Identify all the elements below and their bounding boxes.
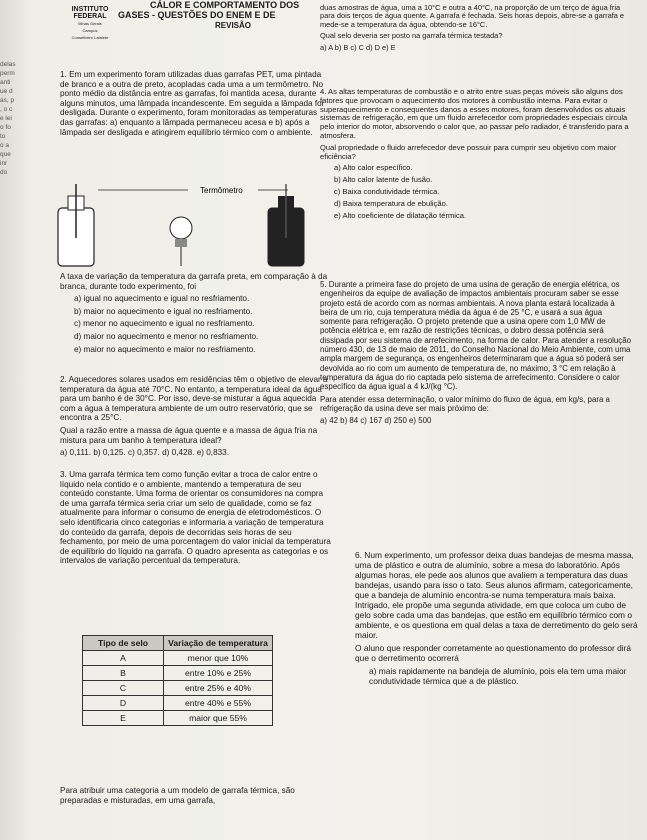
q3-right-options[interactable]: a) A b) B c) C d) D e) E (320, 42, 396, 52)
q1-option-a[interactable]: a) igual no aquecimento e igual no resfriamento. (74, 294, 250, 304)
table-row: C entre 25% e 40% (83, 681, 273, 696)
question-1 (60, 70, 330, 140)
q6-question: O aluno que responder corretamente ao questionamento do professor dirá que o derretimento ocorrerá (355, 643, 632, 663)
q2-question: Qual a razão entre a massa de água quente e a massa de água fria na mistura para um banho à temperatura ideal? (60, 425, 318, 445)
q1-option-e[interactable]: e) maior no aquecimento e maior no resfriamento. (74, 344, 256, 354)
q4-option-c[interactable]: c) Baixa condutividade térmica. (334, 186, 440, 196)
page-title-line3: REVISÃO (215, 21, 252, 30)
question-3 (60, 470, 332, 569)
question-2 (60, 375, 332, 461)
q4-option-a[interactable]: a) Alto calor específico. (334, 163, 413, 173)
table-header: Variação de temperatura (164, 636, 273, 651)
q1-option-d[interactable]: d) maior no aquecimento e menor no resfriamento. (74, 331, 259, 341)
q1-stem: 1. Em um experimento foram utilizadas duas garrafas PET, uma pintada de branco e a outra de preto, acopladas cada uma a um termômetro. No ponto médio da distância entre as garrafas, foi mantida acesa, durante alguns minutos, uma lâmpada incandescente. Em seguida a lâmpada foi desligada. Durante o experimento, foram monitoradas as temperaturas das garrafas: a) enquanto a lâmpada permaneceu acesa e b) após a lâmpada ser desligada e atingirem equilíbrio térmico com o ambiente. (60, 70, 324, 137)
q4-option-e[interactable]: e) Alto coeficiente de dilatação térmica. (334, 210, 467, 220)
left-margin-fragments: delas perm anti ue d as, p , o c e lei o fo to o a que inr do (0, 61, 16, 176)
q4-option-d[interactable]: d) Baixa temperatura de ebulição. (334, 198, 448, 208)
q4-question: Qual propriedade o fluido arrefecedor deve possuir para cumprir seu objetivo com maior eficiência? (320, 142, 617, 161)
q2-stem: 2. Aquecedores solares usados em residências têm o objetivo de elevar a temperatura da água até 70°C. No entanto, a temperatura ideal da água para um banho é de 30°C. Por isso, deve-se misturar a água aquecida com a água à temperatura ambiente de um outro reservatório, que se encontra a 25°C. (60, 375, 328, 423)
lamp-icon (170, 217, 192, 239)
q1-option-c[interactable]: c) menor no aquecimento e igual no resfriamento. (74, 319, 255, 329)
q6-stem: 6. Num experimento, um professor deixa duas bandejas de mesma massa, uma de plástico e outra de alumínio, sobre a mesa do laboratório. Após algumas horas, ele pede aos alunos que avaliem a temperatura das duas bandejas, usando para isso o tato. Seus alunos afirmam, categoricamente, que a bandeja de alumínio encontra-se numa temperatura mais baixa. Intrigado, ele propõe uma segunda atividade, em que coloca um cubo de gelo sobre cada uma das bandejas, que estão em equilíbrio térmico com o ambiente, e os questiona em qual delas a taxa de derretimento do gelo será maior. (355, 550, 638, 640)
q6-option-a[interactable]: a) mais rapidamente na bandeja de alumínio, pois ela tem uma maior condutividade térmica que a de plástico. (369, 666, 627, 686)
table-row: A menor que 10% (83, 651, 273, 666)
question-3-right (320, 4, 630, 55)
q3-after: Para atribuir uma categoria a um modelo de garrafa térmica, são preparadas e misturadas, em uma garrafa, (60, 786, 295, 805)
q1-stem2: A taxa de variação da temperatura da garrafa preta, em comparação à da branca, durante todo experimento, foi (60, 272, 328, 291)
question-5 (320, 280, 632, 428)
q3-stem: 3. Uma garrafa térmica tem como função evitar a troca de calor entre o líquido nela contido e o ambiente, mantendo a temperatura de seu conteúdo constante. Uma forma de orientar os consumidores na compra de uma garrafa térmica seria criar um selo de qualidade, como se faz atualmente para informar o consumo de energia de eletrodomésticos. O selo identificaria cinco categorias e informaria a variação de temperatura do conteúdo da garrafa, depois de decorridas seis horas de seu fechamento, por meio de uma porcentagem do valor inicial da temperatura de equilíbrio do líquido na garrafa. O quadro apresenta as categorias e os intervalos de variação percentual da temperatura. (60, 470, 331, 566)
q4-stem: 4. As altas temperaturas de combustão e o atrito entre suas peças móveis são alguns dos fatores que provocam o aquecimento dos motores à combustão interna. Para evitar o superaquecimento e consequentes danos a esses motores, foram desenvolvidos os atuais sistemas de refrigeração, em que um fluido arrefecedor com propriedades especiais circula pelo interior do motor, absorvendo o calor que, ao passar pelo radiador, é transferido para a atmosfera. (320, 87, 629, 140)
question-3-continued (60, 786, 332, 808)
bottles-figure (38, 178, 328, 268)
question-6 (355, 550, 640, 689)
q1-option-b[interactable]: b) maior no aquecimento e igual no resfriamento. (74, 306, 253, 316)
q5-question: Para atender essa determinação, o valor mínimo do fluxo de água, em kg/s, para a refrigeração da usina deve ser mais próximo de: (320, 394, 610, 413)
q5-stem: 5. Durante a primeira fase do projeto de uma usina de geração de energia elétrica, os engenheiros da equipe de avaliação de impactos ambientais procuram saber se esse projeto está de acordo com as normas ambientais. A nova planta estará localizada à beira de um rio, cuja temperatura média da água é de 25 °C, e usará a sua água somente para refrigeração. O projeto pretende que a usina opere com 1,0 MW de potência elétrica e, em razão de restrições técnicas, o dobro dessa potência será dissipada por seu sistema de arrefecimento, na forma de calor. Para atender a resolução número 430, de 13 de maio de 2011, do Conselho Nacional do Meio Ambiente, com uma ampla margem de segurança, os engenheiros determinaram que a água só poderá ser devolvida ao rio com um aumento de temperatura de, no máximo, 3 °C em relação à temperatura da água do rio captada pelo sistema de arrefecimento. Considere o calor específico da água igual a 4 kJ/(kg °C). (320, 280, 631, 392)
institute-logo: INSTITUTO FEDERAL Minas Gerais Campus Conselheiro Lafaiete (71, 6, 109, 40)
question-4 (320, 88, 632, 223)
q3-right-question: Qual selo deveria ser posto na garrafa térmica testada? (320, 31, 503, 41)
q4-option-b[interactable]: b) Alto calor latente de fusão. (334, 175, 433, 185)
table-row: D entre 40% e 55% (83, 696, 273, 711)
table-row: B entre 10% e 25% (83, 666, 273, 681)
lamp-base (175, 239, 187, 247)
table-header-row (83, 636, 273, 651)
table-row: E maior que 55% (83, 711, 273, 726)
q5-options[interactable]: a) 42 b) 84 c) 167 d) 250 e) 500 (320, 416, 432, 426)
table-header: Tipo de selo (83, 636, 164, 651)
question-1-continued (60, 272, 332, 357)
thermometer-label: Termômetro (200, 186, 243, 195)
q3-right-text: duas amostras de água, uma a 10°C e outra a 40°C, na proporção de um terço de água fria para dois terços de água quente. A garrafa é fechada. Seis horas depois, abre-se a garrafa e mede-se a temperatura da água, obtendo-se 16°C. (320, 3, 625, 29)
page-title-line1: CÁLOR E COMPORTAMENTO DOS (150, 0, 300, 10)
seal-category-table (82, 635, 273, 726)
q2-options[interactable]: a) 0,111. b) 0,125. c) 0,357. d) 0,428. e) 0,833. (60, 448, 230, 458)
page-title-line2: GASES - QUESTÕES DO ENEM E DE (118, 10, 276, 20)
